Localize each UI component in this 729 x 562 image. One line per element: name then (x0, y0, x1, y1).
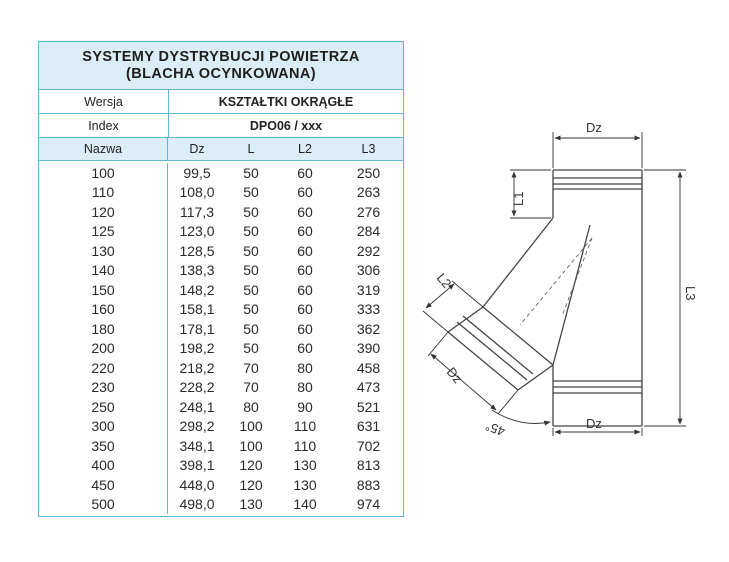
table-cell: 125 (39, 222, 168, 242)
angle-arc (492, 410, 550, 424)
table-cell: 60 (297, 223, 313, 240)
table-cell: 120 (39, 202, 168, 222)
table-cell: 631 (356, 418, 381, 435)
table-cell: 50 (243, 242, 259, 259)
fitting-drawing (410, 110, 720, 440)
table-cell: 123,0 (179, 223, 215, 240)
construction-lines (520, 238, 592, 325)
table-cell: 100 (239, 437, 263, 454)
l3-label: L3 (683, 286, 698, 301)
table-cell: 50 (243, 223, 259, 240)
table-cell: 160 (39, 300, 168, 320)
spec-table (38, 41, 404, 517)
column-header: Dz (189, 142, 205, 156)
table-row (39, 319, 403, 339)
table-cell: 398,1 (179, 457, 215, 474)
table-cell: 50 (243, 203, 259, 220)
version-label: Wersja (39, 90, 169, 113)
table-row (39, 456, 403, 476)
table-row (39, 436, 403, 456)
dz-top-label: Dz (586, 120, 602, 135)
column-header: L2 (298, 142, 312, 156)
table-cell: 99,5 (183, 164, 211, 181)
table-cell: 140 (293, 496, 317, 513)
dim-dz-top (553, 132, 642, 168)
table-title (39, 42, 403, 90)
table-cell: 120 (239, 476, 263, 493)
table-cell: 498,0 (179, 496, 215, 513)
table-cell: 138,3 (179, 262, 215, 279)
table-cell: 50 (243, 184, 259, 201)
table-cell: 130 (39, 241, 168, 261)
table-cell: 200 (39, 339, 168, 359)
table-cell: 50 (243, 301, 259, 318)
table-cell: 60 (297, 320, 313, 337)
table-cell: 110 (293, 418, 317, 435)
dz-bottom-label: Dz (586, 416, 602, 431)
table-cell: 276 (356, 203, 381, 220)
table-cell: 80 (297, 379, 313, 396)
table-cell: 350 (39, 436, 168, 456)
table-cell: 50 (243, 281, 259, 298)
version-row (39, 90, 403, 114)
table-cell: 458 (356, 359, 381, 376)
table-cell: 70 (243, 379, 259, 396)
table-cell: 198,2 (179, 340, 215, 357)
table-cell: 362 (356, 320, 381, 337)
table-cell: 108,0 (179, 184, 215, 201)
table-cell: 60 (297, 301, 313, 318)
table-cell: 473 (356, 379, 381, 396)
table-cell: 60 (297, 242, 313, 259)
table-row (39, 495, 403, 515)
table-row (39, 378, 403, 398)
column-header-row (39, 138, 403, 161)
branch-pipe (448, 218, 590, 390)
table-cell: 180 (39, 319, 168, 339)
table-row (39, 475, 403, 495)
table-row (39, 417, 403, 437)
l2-label: L2 (433, 270, 455, 292)
table-cell: 521 (356, 398, 381, 415)
index-label: Index (39, 114, 169, 137)
table-row (39, 339, 403, 359)
table-cell: 319 (356, 281, 381, 298)
table-cell: 400 (39, 456, 168, 476)
table-cell: 450 (39, 475, 168, 495)
table-cell: 500 (39, 495, 168, 515)
table-cell: 250 (39, 397, 168, 417)
table-row (39, 241, 403, 261)
index-value: DPO06 / xxx (249, 118, 323, 133)
table-cell: 300 (39, 417, 168, 437)
table-cell: 813 (356, 457, 381, 474)
table-cell: 284 (356, 223, 381, 240)
table-cell: 110 (293, 437, 317, 454)
table-cell: 250 (356, 164, 381, 181)
table-cell: 148,2 (179, 281, 215, 298)
angle-label: 45° (483, 418, 508, 440)
dim-l3 (644, 170, 686, 426)
table-cell: 292 (356, 242, 381, 259)
table-cell: 60 (297, 184, 313, 201)
table-cell: 230 (39, 378, 168, 398)
table-cell: 70 (243, 359, 259, 376)
l1-label: L1 (511, 191, 526, 206)
table-cell: 50 (243, 320, 259, 337)
title-line-1: SYSTEMY DYSTRYBUCJI POWIETRZA (82, 48, 360, 65)
table-cell: 60 (297, 281, 313, 298)
table-cell: 128,5 (179, 242, 215, 259)
table-row (39, 183, 403, 203)
column-header: L3 (361, 142, 376, 156)
table-cell: 130 (239, 496, 263, 513)
table-row (39, 280, 403, 300)
table-cell: 110 (39, 183, 168, 203)
table-cell: 130 (293, 476, 317, 493)
table-cell: 117,3 (180, 203, 214, 220)
table-cell: 298,2 (179, 418, 215, 435)
version-value: KSZTAŁTKI OKRĄGŁE (218, 94, 354, 109)
column-header: L (247, 142, 255, 156)
table-cell: 348,1 (179, 437, 215, 454)
table-cell: 218,2 (179, 359, 215, 376)
table-cell: 883 (356, 476, 381, 493)
table-cell: 263 (356, 184, 381, 201)
table-cell: 50 (243, 164, 259, 181)
main-pipe (553, 170, 642, 426)
table-cell: 220 (39, 358, 168, 378)
table-row (39, 397, 403, 417)
table-cell: 60 (297, 340, 313, 357)
table-cell: 80 (243, 398, 259, 415)
table-cell: 448,0 (179, 476, 215, 493)
table-cell: 150 (39, 280, 168, 300)
table-cell: 100 (239, 418, 263, 435)
table-cell: 50 (243, 262, 259, 279)
table-cell: 140 (39, 261, 168, 281)
dim-dz-branch (428, 332, 518, 414)
table-row (39, 358, 403, 378)
index-row (39, 114, 403, 138)
table-cell: 248,1 (179, 398, 215, 415)
table-cell: 60 (297, 164, 313, 181)
table-cell: 158,1 (179, 301, 215, 318)
table-cell: 130 (293, 457, 317, 474)
table-cell: 100 (39, 163, 168, 183)
table-row (39, 202, 403, 222)
table-body (39, 161, 403, 516)
column-header: Nazwa (39, 138, 168, 160)
table-cell: 178,1 (179, 320, 215, 337)
table-row (39, 222, 403, 242)
table-cell: 60 (297, 262, 313, 279)
table-cell: 702 (356, 437, 381, 454)
table-row (39, 261, 403, 281)
table-cell: 50 (243, 340, 259, 357)
title-line-2: (BLACHA OCYNKOWANA) (126, 65, 316, 82)
table-cell: 974 (356, 496, 381, 513)
table-cell: 120 (239, 457, 263, 474)
table-row (39, 163, 403, 183)
table-cell: 90 (297, 398, 313, 415)
table-cell: 306 (356, 262, 381, 279)
table-cell: 60 (297, 203, 313, 220)
dz-branch-label: Dz (443, 364, 466, 387)
table-cell: 390 (356, 340, 381, 357)
table-cell: 333 (356, 301, 381, 318)
table-row (39, 300, 403, 320)
table-cell: 228,2 (179, 379, 215, 396)
table-cell: 80 (297, 359, 313, 376)
